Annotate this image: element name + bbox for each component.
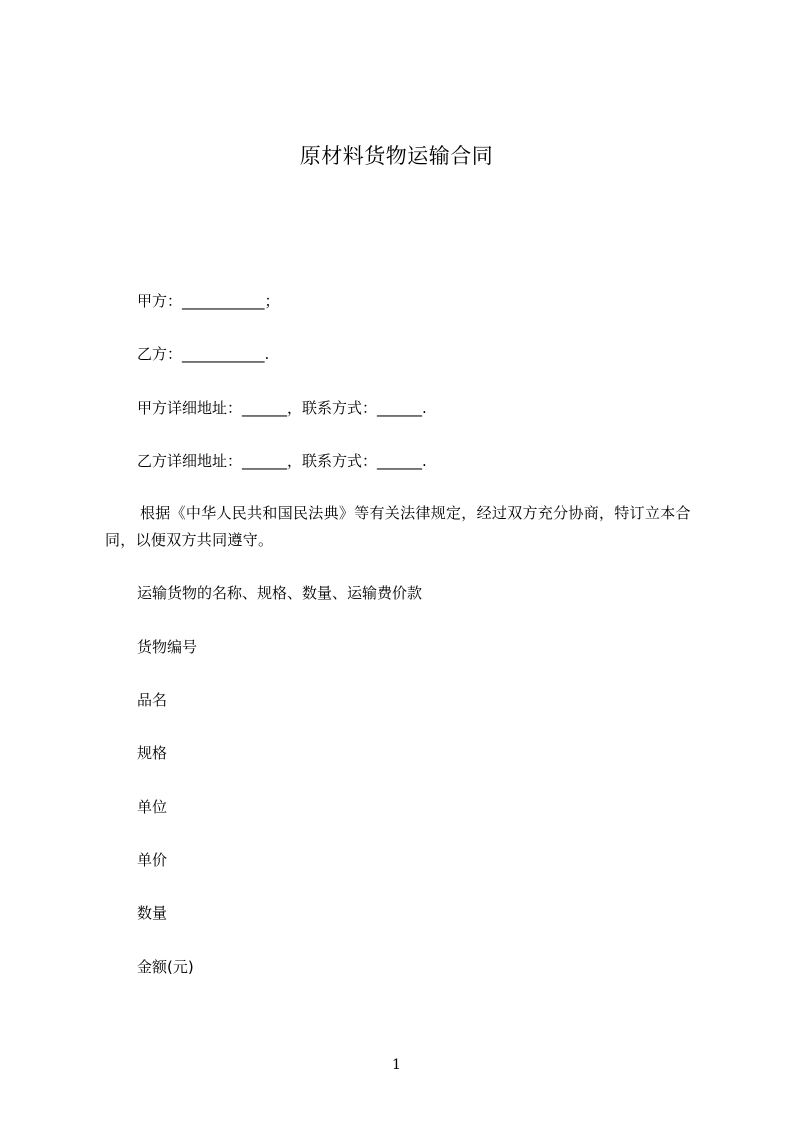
preamble-paragraph: 根据《中华人民共和国民法典》等有关法律规定，经过双方充分协商，特订立本合同，以便双方共同遵守。	[105, 504, 691, 549]
party-a-address-line: 甲方详细地址：______，联系方式：______.	[137, 399, 427, 417]
document-title: 原材料货物运输合同	[299, 144, 494, 168]
field-specification: 规格	[137, 744, 168, 762]
party-b-line: 乙方：___________.	[137, 345, 270, 363]
page-number: 1	[392, 1057, 401, 1073]
field-amount: 金额(元)	[137, 958, 194, 976]
party-b-address-line: 乙方详细地址：______，联系方式：______.	[137, 452, 427, 470]
section-heading: 运输货物的名称、规格、数量、运输费价款	[137, 584, 423, 602]
field-goods-number: 货物编号	[137, 638, 198, 656]
party-a-line: 甲方：___________；	[137, 292, 280, 310]
field-unit: 单位	[137, 798, 168, 816]
field-quantity: 数量	[137, 904, 168, 922]
field-product-name: 品名	[137, 691, 168, 709]
field-unit-price: 单价	[137, 851, 168, 869]
